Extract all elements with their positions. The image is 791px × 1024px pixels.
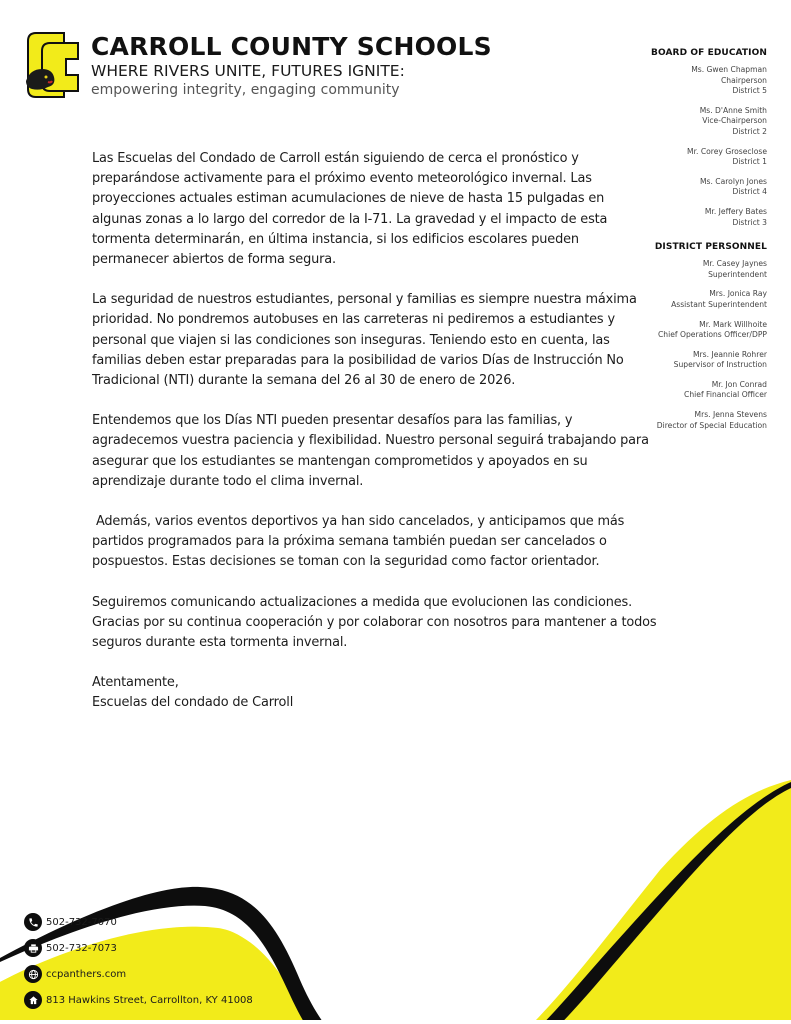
signature: Escuelas del condado de Carroll bbox=[92, 695, 294, 711]
member-name: Mrs. Jenna Stevens bbox=[694, 410, 767, 420]
member-name: Mr. Casey Jaynes bbox=[702, 259, 767, 269]
fax-icon bbox=[24, 939, 42, 957]
member-district: District 4 bbox=[732, 187, 767, 197]
member-title: Superintendent bbox=[708, 269, 767, 279]
contact-address bbox=[24, 987, 253, 1013]
address: 813 Hawkins Street, Carrollton, KY 41008 bbox=[46, 994, 253, 1006]
member-title: Supervisor of Instruction bbox=[673, 360, 767, 370]
member-title: Vice-Chairperson bbox=[702, 116, 767, 126]
school-logo bbox=[24, 31, 82, 99]
member-title: Chief Financial Officer bbox=[684, 390, 767, 400]
board-heading: BOARD OF EDUCATION bbox=[651, 48, 767, 58]
board-member bbox=[607, 65, 767, 97]
phone-icon bbox=[24, 913, 42, 931]
phone-number[interactable]: 502-732-7070 bbox=[46, 916, 117, 928]
member-name: Mr. Corey Groseclose bbox=[687, 146, 767, 156]
board-member bbox=[607, 106, 767, 138]
member-name: Ms. Carolyn Jones bbox=[699, 176, 767, 186]
school-tagline: empowering integrity, engaging community bbox=[91, 82, 400, 98]
member-title: Chief Operations Officer/DPP bbox=[658, 330, 767, 340]
member-name: Mr. Jon Conrad bbox=[711, 379, 767, 389]
paragraph: Las Escuelas del Condado de Carroll están siguiendo de cerca el pronóstico y preparándose activamente para el próximo evento meteorológico invernal. Las proyecciones actuales estiman acumulaciones de nieve de hasta 15 pulgadas en algunas zonas a lo largo del corredor de la I-71. La gravedad y el impacto de esta tormenta determinarán, en última instancia, si los edificios escolares pueden permanecer abiertos de forma segura. bbox=[92, 151, 608, 268]
closing: Atentamente, bbox=[92, 675, 179, 691]
paragraph: La seguridad de nuestros estudiantes, personal y familias es siempre nuestra máxima prioridad. No pondremos autobuses en las carreteras ni pediremos a estudiantes y personal que viajen si las condiciones son inseguras. Teniendo esto en cuenta, las familias deben estar preparadas para la posibilidad de varios Días de Instrucción No Tradicional (NTI) durante la semana del 26 al 30 de enero de 2026. bbox=[92, 292, 637, 389]
cc-panther-logo-icon bbox=[24, 31, 82, 99]
personnel-heading: DISTRICT PERSONNEL bbox=[654, 242, 767, 253]
member-name: Ms. Gwen Chapman bbox=[691, 65, 767, 74]
member-district: District 3 bbox=[732, 217, 767, 227]
contact-phone bbox=[24, 909, 253, 935]
letter-body bbox=[92, 149, 657, 714]
paragraph: Además, varios eventos deportivos ya han sido cancelados, y anticipamos que más partidos programados para la próxima semana también puedan ser cancelados o pospuestos. Estas decisiones se toman con la seguridad como factor orientador. bbox=[92, 514, 629, 570]
website-link[interactable]: ccpanthers.com bbox=[46, 968, 127, 980]
member-name: Mr. Mark Willhoite bbox=[699, 319, 767, 329]
member-district: District 1 bbox=[732, 157, 767, 167]
member-district: District 5 bbox=[732, 86, 767, 96]
member-title: Director of Special Education bbox=[656, 420, 767, 430]
home-icon bbox=[24, 991, 42, 1009]
member-name: Ms. D'Anne Smith bbox=[699, 105, 767, 115]
paragraph: Seguiremos comunicando actualizaciones a medida que evolucionen las condiciones. Gracias por su continua cooperación y por colaborar con nosotros para mantener a todos seguros durante esta tormenta invernal. bbox=[92, 594, 657, 651]
letterhead bbox=[91, 32, 492, 100]
globe-icon bbox=[24, 965, 42, 983]
contact-info bbox=[24, 909, 253, 1013]
paragraph: Entendemos que los Días NTI pueden presentar desafíos para las familias, y agradecemos vuestra paciencia y flexibilidad. Nuestro personal seguirá trabajando para asegurar que los estudiantes se mantengan comprometidos y apoyados en su aprendizaje durante todo el clima invernal. bbox=[92, 413, 649, 489]
member-name: Mrs. Jonica Ray bbox=[709, 289, 767, 299]
contact-fax bbox=[24, 935, 253, 961]
contact-website bbox=[24, 961, 253, 987]
member-title: Chairperson bbox=[720, 75, 767, 85]
member-name: Mr. Jeffery Bates bbox=[704, 206, 767, 216]
member-name: Mrs. Jeannie Rohrer bbox=[693, 349, 767, 359]
school-motto: WHERE RIVERS UNITE, FUTURES IGNITE: bbox=[91, 62, 405, 80]
member-title: Assistant Superintendent bbox=[671, 299, 767, 309]
member-district: District 2 bbox=[732, 126, 767, 136]
school-name: CARROLL COUNTY SCHOOLS bbox=[91, 32, 492, 61]
fax-number: 502-732-7073 bbox=[46, 942, 117, 954]
